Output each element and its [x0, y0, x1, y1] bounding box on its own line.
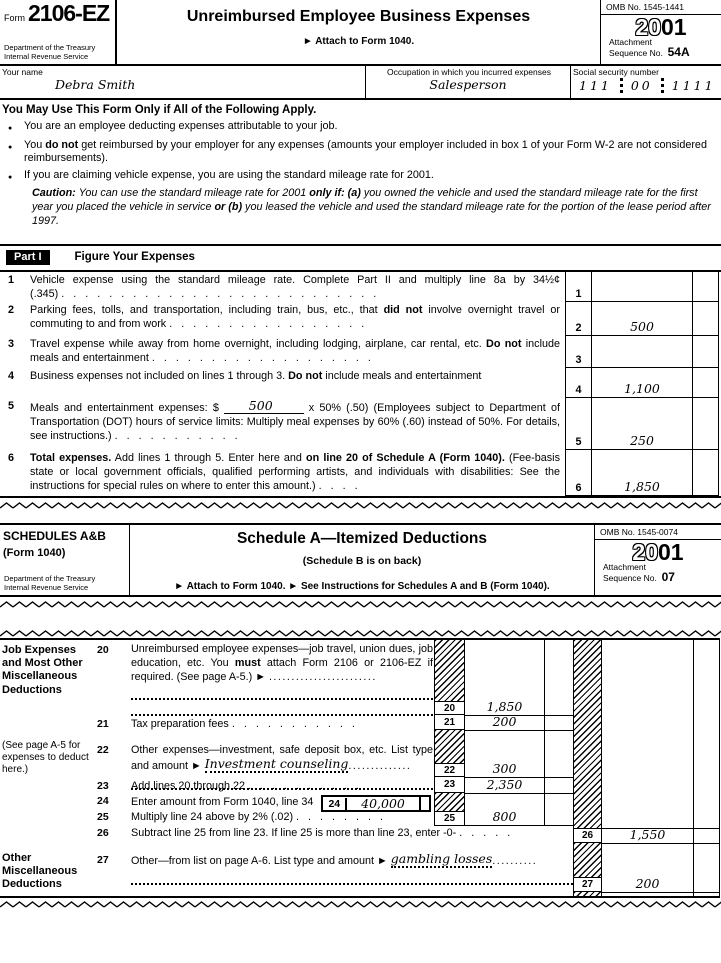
- sequence-label: Sequence No.: [609, 47, 663, 58]
- line-cents-cell: [692, 368, 719, 398]
- line-description: Vehicle expense using the standard mileage rate. Complete Part II and multiply line 8a by 34½¢ (.345) . . . . . . . . . . . . . . . . . . . . . . . . . . .: [30, 274, 560, 300]
- line-description: Parking fees, tolls, and transportation, including train, bus, etc., that did not involve overnight travel or commuting to and from work . . . . . . . . . . . . . . . . .: [30, 304, 561, 330]
- form-2106ez-header: [0, 0, 721, 66]
- schedule-form-block: [0, 525, 130, 595]
- eligibility-bullet: [2, 169, 717, 185]
- line-number: 21: [97, 718, 109, 730]
- hatch-fill: [435, 730, 464, 763]
- omb-block: [600, 0, 721, 64]
- entry-line[interactable]: [131, 870, 573, 885]
- side-note: (See page A-5 for expenses to deduct here.): [2, 740, 89, 775]
- line-24-amount[interactable]: 40,000: [347, 796, 421, 811]
- caution-note: Caution: You can use the standard mileage rate for 2001 only if: (a) you owned the vehicle and used the standard mileage rate for the first year you placed the vehicle in service or (b) you leased the vehicle and used the standard mileage rate for the portion of the lease period after 1997.: [32, 187, 711, 227]
- schedule-attachment-sequence: [595, 563, 721, 583]
- schedule-attach-note: ► Attach to Form 1040. ► See Instructions for Schedules A and B (Form 1040).: [174, 581, 550, 592]
- line-6-amount[interactable]: 1,850: [592, 450, 692, 496]
- part1-header: [0, 246, 721, 272]
- line-3-amount[interactable]: [592, 336, 692, 368]
- expense-line-4: [0, 368, 721, 398]
- line-number-box: 26: [574, 828, 601, 843]
- line-number-box: 1: [565, 272, 592, 302]
- line-number: 27: [97, 854, 109, 866]
- schedule-title: Schedule A—Itemized Deductions: [236, 530, 488, 547]
- line-cents-cell: [692, 302, 719, 336]
- name-field[interactable]: Debra Smith: [55, 77, 136, 92]
- line-number-box: 25: [435, 811, 464, 825]
- torn-edge: [0, 900, 721, 909]
- line-22-amount[interactable]: 300: [492, 761, 517, 776]
- line-number-box: 4: [565, 368, 592, 398]
- line-number-box: 22: [435, 763, 464, 777]
- line-20-description: Unreimbursed employee expenses—job travel, union dues, job education, etc. You must attach Form 2106 or 2106-EZ if required. (See page A-5.) ► ........................: [131, 643, 433, 716]
- line-4-amount[interactable]: 1,100: [592, 368, 692, 398]
- expense-line-6: [0, 450, 721, 496]
- line-number: 4: [8, 370, 15, 382]
- expenses-table: [0, 272, 721, 498]
- line-number: 24: [97, 795, 109, 807]
- line-number-box: 6: [565, 450, 592, 496]
- tax-year: [601, 16, 721, 38]
- line-cents-cell: [692, 272, 719, 302]
- rule: [434, 825, 573, 826]
- line-number-box: 20: [435, 701, 464, 715]
- line-number: 1: [8, 274, 15, 286]
- expense-line-1: [0, 272, 721, 302]
- line-20-amount[interactable]: 1,850: [486, 699, 523, 714]
- spacer: [0, 609, 721, 629]
- line-number: 24: [323, 798, 347, 810]
- rule: [465, 730, 573, 731]
- line-number: 5: [8, 400, 15, 412]
- sequence-number: 07: [661, 569, 675, 584]
- schedule-subtitle: (Schedule B is on back): [302, 555, 422, 567]
- bullet-text: You are an employee deducting expenses attributable to your job.: [24, 120, 338, 132]
- schedule-a-header: [0, 523, 721, 597]
- bullet-icon: ●: [8, 173, 13, 181]
- line-number-box: 21: [435, 715, 464, 730]
- rule: [693, 640, 694, 896]
- line-number: 26: [97, 827, 109, 839]
- schedule-title-block: [130, 525, 594, 595]
- omb-number: OMB No. 1545-1441: [601, 0, 721, 15]
- year-outline: 20: [632, 539, 658, 565]
- ssn-part-2[interactable]: 00: [620, 78, 661, 93]
- line-22-description: Other expenses—investment, safe deposit box, etc. List type and amount ► Investment counseling..............: [131, 744, 433, 790]
- schedule-a-deductions-table: [0, 638, 720, 898]
- schedule-tax-year: [595, 541, 721, 563]
- section-label-job-expenses: Job Expenses and Most Other Miscellaneous Deductions: [2, 644, 83, 696]
- line-24-inline-box: [321, 795, 430, 812]
- hatch-fill: [435, 793, 464, 811]
- form-title-block: [117, 0, 600, 64]
- line-5-amount[interactable]: 250: [592, 398, 692, 450]
- line-cents-cell: [692, 398, 719, 450]
- schedule-form-sub: (Form 1040): [3, 547, 66, 559]
- line-number: 2: [8, 304, 15, 316]
- bullet-icon: ●: [8, 125, 13, 132]
- form-number-block: [0, 0, 117, 64]
- line-21-description: Tax preparation fees . . . . . . . . . . .: [131, 718, 364, 730]
- ssn-part-1[interactable]: 111: [579, 78, 612, 93]
- attachment-sequence: [601, 38, 721, 58]
- bullet-icon: ●: [8, 143, 13, 151]
- schedule-form-word: SCHEDULES A&B: [3, 529, 106, 543]
- eligibility-bullet: [2, 120, 717, 136]
- torn-edge: [0, 501, 721, 510]
- torn-edge: [0, 629, 721, 638]
- line-number: 22: [97, 744, 109, 756]
- spacer: [0, 510, 721, 523]
- agency-lines: [4, 575, 95, 592]
- hatch-fill: [574, 843, 601, 877]
- rule: [602, 843, 719, 844]
- line-25-description: Multiply line 24 above by 2% (.02) . . . . . . . .: [131, 811, 393, 823]
- agency-line2: Internal Revenue Service: [4, 582, 89, 592]
- agency-line1: Department of the Treasury: [4, 574, 96, 583]
- line-25-amount[interactable]: 800: [492, 809, 517, 824]
- agency-lines: [4, 44, 95, 61]
- line-number: 3: [8, 338, 15, 350]
- line-number: 25: [97, 811, 109, 823]
- sequence-number: 54A: [667, 44, 690, 59]
- occupation-box: [365, 66, 570, 98]
- agency-line1: Department of the Treasury: [4, 43, 96, 52]
- hatch-fill: [574, 892, 601, 896]
- part1-title: Figure Your Expenses: [74, 251, 195, 263]
- entry-line[interactable]: [131, 701, 433, 716]
- rule: [602, 892, 719, 893]
- year-solid: 01: [658, 539, 684, 565]
- bullet-text: You do not get reimbursed by your employer for any expenses (amounts your employer included in box 1 of your Form W-2 are not considered reimbursements).: [24, 138, 707, 164]
- line-27-amount[interactable]: 200: [635, 876, 660, 891]
- line-23-amount[interactable]: 2,350: [486, 777, 523, 792]
- hatch-fill: [435, 640, 464, 701]
- line-number-box: 27: [574, 877, 601, 892]
- name-label: Your name: [2, 67, 43, 77]
- line-27-description: Other—from list on page A-6. List type and amount ► gambling losses..........: [131, 853, 573, 885]
- agency-line2: Internal Revenue Service: [4, 51, 89, 61]
- entry-line[interactable]: [131, 685, 433, 700]
- line-number: 6: [8, 452, 15, 464]
- taxpayer-info-row: [0, 66, 721, 100]
- ssn-label: Social security number: [573, 67, 659, 77]
- name-box: [0, 66, 365, 98]
- line-description: Meals and entertainment expenses: $ 500 x 50% (.50) (Employees subject to Department of Transportation (DOT) hours of service limits: Multiply meal expenses by 60% (.60) instead of 50%. For details, see instructions.) . . . . . . . . . . .: [30, 398, 560, 442]
- year-outline: 20: [635, 14, 661, 40]
- rule: [465, 793, 573, 794]
- occupation-label: Occupation in which you incurred expenses: [387, 67, 551, 77]
- line-number-box: 3: [565, 336, 592, 368]
- eligibility-heading: You May Use This Form Only if All of the Following Apply.: [2, 104, 317, 116]
- torn-edge: [0, 600, 721, 609]
- occupation-field[interactable]: Salesperson: [429, 77, 507, 92]
- line-description: Travel expense while away from home overnight, including lodging, airplane, car rental, etc. Do not include meals and entertainment . . . . . . . . . . . . . . . . . . .: [30, 338, 560, 364]
- line-1-amount[interactable]: [592, 272, 692, 302]
- line-number-box: 5: [565, 398, 592, 450]
- line-number-box: 23: [435, 777, 464, 793]
- line-description: Total expenses. Add lines 1 through 5. Enter here and on line 20 of Schedule A (Form 1040). (Fee-basis state or local government officials, qualified performing artists, and individuals with disabilities: See the instructions for special rules on where to enter this amount.) . . . .: [30, 452, 560, 492]
- line-number-box: 2: [565, 302, 592, 336]
- line-description: Business expenses not included on lines 1 through 3. Do not include meals and entertainment: [30, 370, 482, 382]
- bullet-text: If you are claiming vehicle expense, you are using the standard mileage rate for 2001.: [24, 168, 434, 181]
- ssn-part-3[interactable]: 1111: [661, 78, 721, 93]
- form-word: Form: [4, 13, 25, 23]
- eligibility-bullet: [2, 139, 717, 166]
- form-title: Unreimbursed Employee Business Expenses: [186, 8, 531, 25]
- expense-line-3: [0, 336, 721, 368]
- line-cents-cell: [692, 336, 719, 368]
- expense-line-2: [0, 302, 721, 336]
- expense-line-5: [0, 398, 721, 450]
- year-solid: 01: [661, 14, 687, 40]
- schedule-omb-number: OMB No. 1545-0074: [595, 525, 721, 540]
- rule: [544, 640, 545, 825]
- part1-badge: Part I: [6, 250, 50, 265]
- line-24-description: Enter amount from Form 1040, line 34 24 40,000: [131, 793, 471, 810]
- ssn-box: [570, 66, 721, 98]
- ssn-field[interactable]: [571, 78, 721, 93]
- inner-number-column: [434, 640, 465, 825]
- form-number: 2106-EZ: [28, 0, 110, 26]
- eligibility-section: [0, 100, 721, 246]
- schedule-omb-block: [594, 525, 721, 595]
- line-21-amount[interactable]: 200: [492, 714, 517, 729]
- attachment-word: Attachment: [603, 562, 646, 572]
- attachment-word: Attachment: [609, 37, 652, 47]
- attach-note: ► Attach to Form 1040.: [302, 36, 415, 47]
- hatch-fill: [574, 640, 601, 828]
- line-26-description: Subtract line 25 from line 23. If line 25 is more than line 23, enter -0- . . . . .: [131, 827, 520, 839]
- line-cents-cell: [692, 450, 719, 496]
- section-label-other-misc: Other Miscellaneous Deductions: [2, 852, 78, 891]
- sequence-label: Sequence No.: [603, 572, 657, 583]
- line-number: 23: [97, 780, 109, 792]
- line-number: 20: [97, 644, 109, 656]
- line-26-amount[interactable]: 1,550: [629, 827, 666, 842]
- line-2-amount[interactable]: 500: [592, 302, 692, 336]
- line-23-description: Add lines 20 through 22 . . . . . . . . . .: [131, 780, 369, 792]
- outer-number-column: [573, 640, 602, 896]
